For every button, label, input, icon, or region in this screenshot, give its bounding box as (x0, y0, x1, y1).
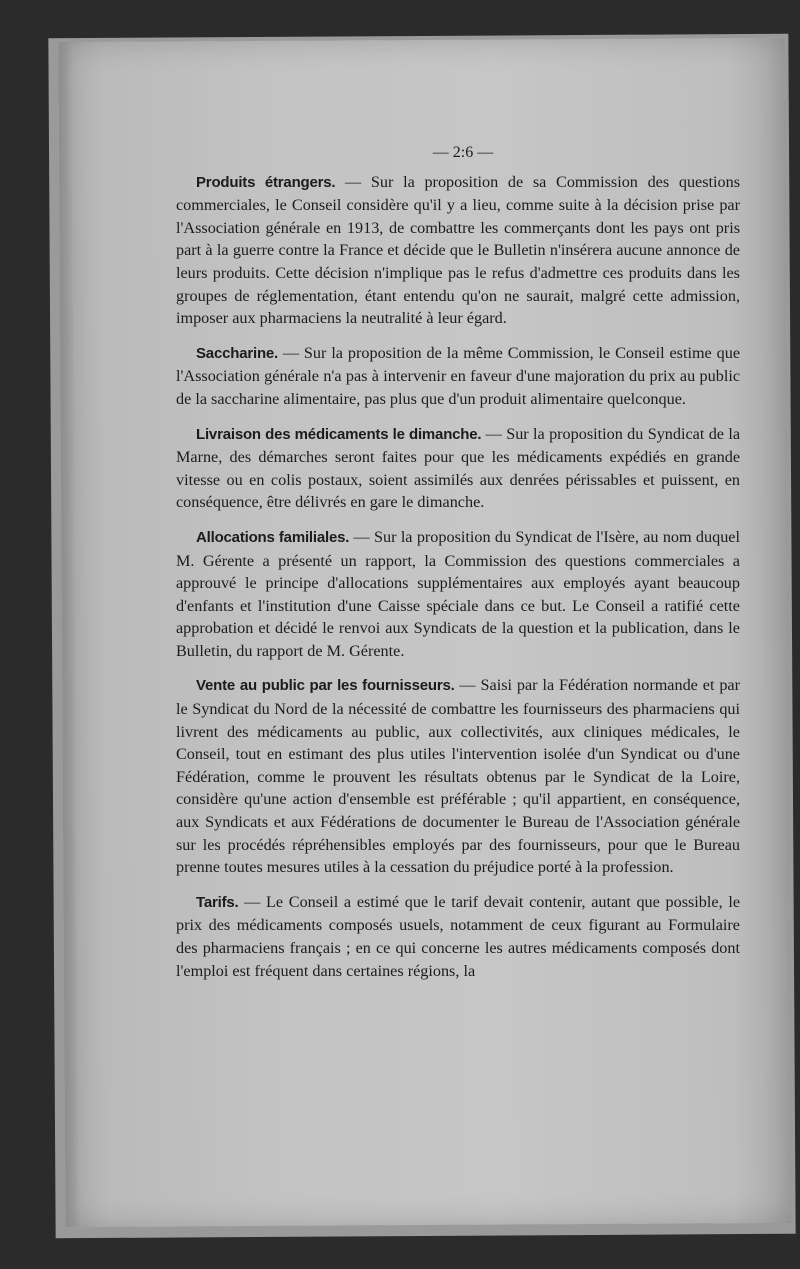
paragraph-produits-etrangers (176, 171, 740, 330)
paragraph-title: Tarifs. (196, 893, 239, 911)
paragraph-body: — Sur la proposition de la même Commission, le Conseil estime que l'Association générale n'a pas à intervenir en faveur d'une majoration du prix au public de la saccharine alimentaire, pas plus que d'un produit alimentaire quelconque. (176, 343, 741, 408)
paragraph-title: Saccharine. (196, 344, 279, 362)
page-number: — 2:6 — (432, 144, 494, 161)
paragraph-body: — Saisi par la Fédération normande et par le Syndicat du Nord de la nécessité de combattre les fournisseurs des pharmaciens qui livrent des médicaments au public, aux collectivités, aux cliniques médicales, le Conseil, tout en estimant des plus utiles l'intervention isolée d'un Syndicat ou d'une Fédération, comme le prouvent les résultats obtenus par le Syndicat de la Loire, considère qu'une action d'ensemble est préférable ; qu'il appartient, en conséquence, aux Syndicats et aux Fédérations de documenter le Bureau de l'Association générale sur les procédés répréhensibles employés par des fournisseurs, pour que le Bureau prenne toutes mesures utiles à la cessation du préjudice porté à la profession. (176, 676, 741, 877)
paragraph-title: Livraison des médicaments le dimanche. (196, 425, 482, 443)
paragraph-body: — Sur la proposition de sa Commission des questions commerciales, le Conseil considère qu'il y a lieu, comme suite à la décision prise par l'Association générale en 1913, de combattre les commerçants dont les pays ont pris part à la guerre contre la France et décide que le Bulletin n'insérera aucune annonce de leurs produits. Cette décision n'implique pas le refus d'admettre ces produits dans les groupes de réglementation, étant entendu qu'on ne saurait, malgré cette admission, imposer aux pharmaciens la neutralité à leur égard. (176, 172, 741, 328)
text-block (176, 142, 740, 994)
paragraph-body: — Sur la proposition du Syndicat de l'Isère, au nom duquel M. Gérente a présenté un rapport, la Commission des questions commerciales a approuvé le principe d'allocations supplémentaires aux employés ayant beaucoup d'enfants et l'institution d'une Caisse spéciale dans ce but. Le Conseil a ratifié cette approbation et décidé le renvoi aux Syndicats de la question et la publication, dans le Bulletin, du rapport de M. Gérente. (176, 527, 740, 660)
paragraph-tarifs (176, 891, 740, 982)
paragraph-saccharine (176, 342, 740, 411)
paragraph-title: Allocations familiales. (196, 528, 350, 546)
paragraph-title: Vente au public par les fournisseurs. (196, 677, 455, 695)
paragraph-vente-au-public (176, 674, 740, 878)
paragraph-body: — Sur la proposition du Syndicat de la Marne, des démarches seront faites pour que les médicaments expédiés en grande vitesse ou en colis postaux, soient assimilés aux denrées périssables et puissent, en conséquence, être délivrés en gare le dimanche. (176, 424, 741, 512)
paragraph-title: Produits étrangers. (196, 173, 336, 191)
paragraph-body: — Le Conseil a estimé que le tarif devait contenir, autant que possible, le prix des médicaments composés usuels, notamment de ceux figurant au Formulaire des pharmaciens français ; en ce qui concerne les autres médicaments composés dont l'emploi est fréquent dans certaines régions, la (176, 892, 740, 980)
paragraph-allocations-familiales (176, 526, 740, 663)
paragraph-livraison-dimanche (176, 423, 740, 514)
